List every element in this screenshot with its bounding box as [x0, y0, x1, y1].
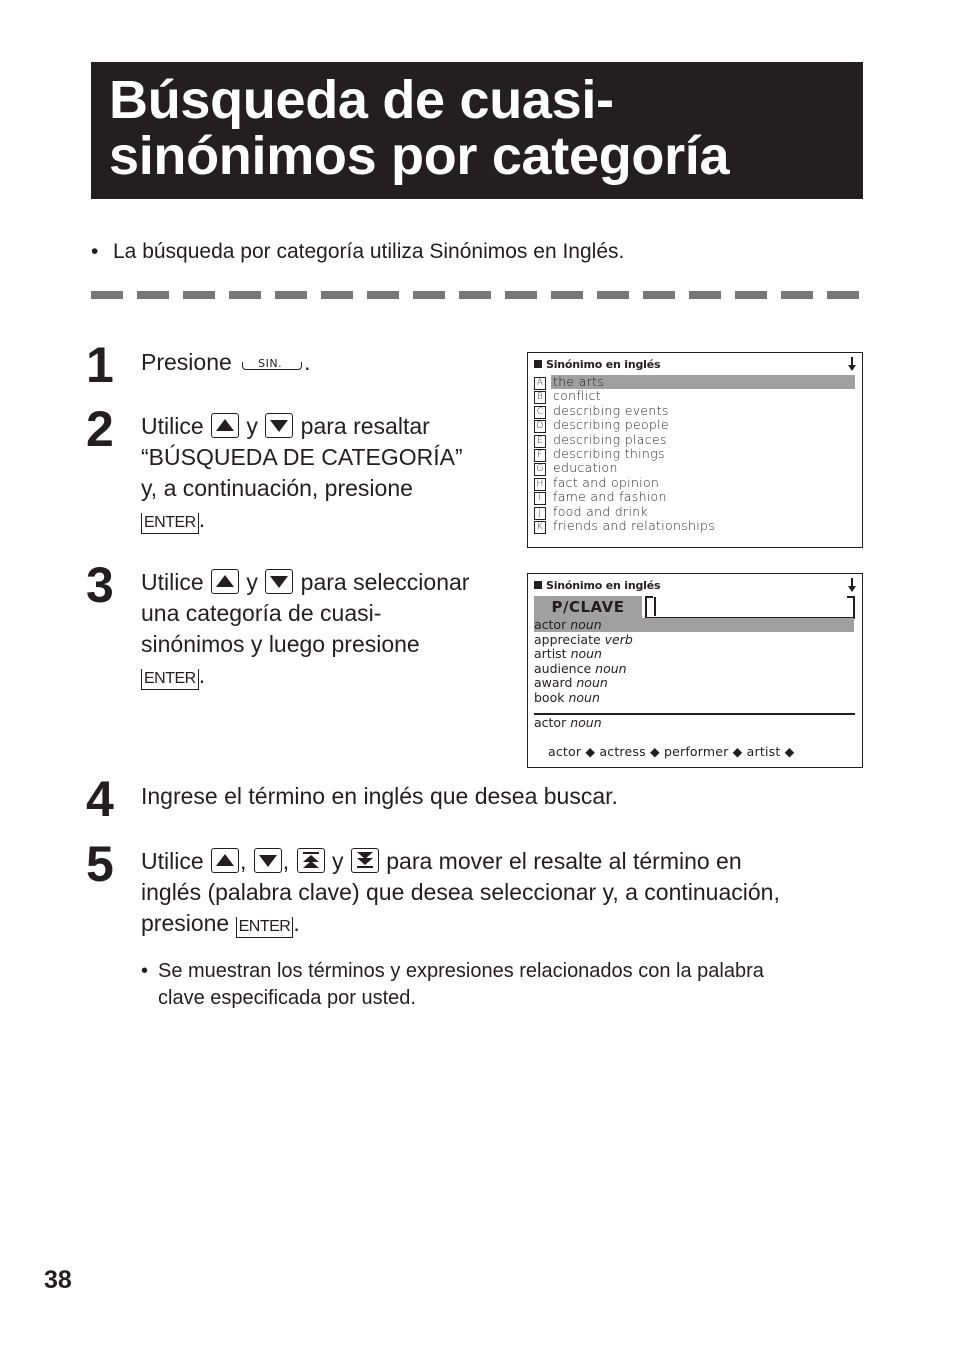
- category-letter: E: [534, 435, 546, 448]
- word-item[interactable]: [534, 662, 627, 676]
- category-letter: C: [534, 406, 546, 419]
- category-label: food and drink: [553, 503, 649, 519]
- page-number: 38: [44, 1266, 72, 1294]
- step-5-line-2: inglés (palabra clave) que desea seleccionar y, a continuación,: [141, 879, 780, 905]
- down-arrow-key-icon: [265, 413, 293, 438]
- detail-headword: [534, 715, 602, 730]
- dash-segment: [91, 291, 123, 299]
- word-item[interactable]: [534, 618, 854, 632]
- word-pos: noun: [576, 675, 608, 690]
- dash-segment: [321, 291, 353, 299]
- word-text: book: [534, 689, 569, 705]
- category-label: conflict: [553, 388, 601, 404]
- dash-segment: [551, 291, 583, 299]
- screen-2-title: [534, 579, 660, 593]
- step-3-line-2: una categoría de cuasi-: [141, 600, 382, 626]
- category-item[interactable]: [534, 519, 717, 533]
- category-letter: A: [534, 377, 546, 390]
- up-arrow-key-icon: [211, 569, 239, 594]
- word-item[interactable]: [534, 633, 633, 647]
- step-5-text: [141, 846, 780, 939]
- word-pos: verb: [604, 631, 633, 647]
- dash-segment: [459, 291, 491, 299]
- sin-key-label: SIN.: [258, 357, 283, 370]
- step-5-utilice: Utilice: [141, 848, 211, 874]
- category-label: describing people: [553, 417, 669, 433]
- category-label: describing things: [553, 446, 665, 461]
- step-number-1: 1: [86, 337, 114, 393]
- category-label: describing events: [553, 402, 669, 418]
- category-item[interactable]: [534, 389, 603, 403]
- dash-segment: [229, 291, 261, 299]
- dash-segment: [597, 291, 629, 299]
- step-number-5: 5: [86, 836, 114, 892]
- step-5-line-3-start: presione: [141, 910, 236, 936]
- category-item[interactable]: [534, 375, 855, 389]
- dash-segment: [183, 291, 215, 299]
- scroll-down-arrow-icon: [848, 357, 856, 371]
- step-2-text: [141, 411, 463, 535]
- category-letter: H: [534, 478, 546, 491]
- detail-pos: noun: [570, 715, 602, 730]
- category-label: education: [553, 460, 618, 476]
- word-text: artist: [534, 646, 571, 661]
- step-3-y: y: [240, 569, 265, 595]
- category-item[interactable]: [534, 476, 661, 490]
- word-item[interactable]: [534, 676, 608, 690]
- step-5-comma-1: ,: [240, 848, 253, 874]
- category-label: the arts: [551, 375, 855, 389]
- dash-segment: [367, 291, 399, 299]
- category-letter: F: [534, 449, 546, 462]
- dash-segment: [827, 291, 859, 299]
- step-number-4: 4: [86, 771, 114, 827]
- dash-segment: [689, 291, 721, 299]
- screen-1-title-text: Sinónimo en inglés: [546, 358, 661, 371]
- dash-segment: [505, 291, 537, 299]
- word-pos: noun: [595, 660, 627, 676]
- word-item[interactable]: [534, 647, 602, 661]
- category-label: fame and fashion: [553, 489, 667, 505]
- step-1-text-after: .: [304, 349, 311, 375]
- word-pos: noun: [570, 617, 602, 632]
- note-bullet: •: [141, 960, 149, 982]
- word-text: appreciate: [534, 631, 605, 647]
- category-item[interactable]: [534, 490, 669, 504]
- down-arrow-key-icon: [265, 569, 293, 594]
- category-letter: G: [534, 463, 546, 476]
- enter-key-icon: ENTER: [141, 513, 199, 534]
- keyword-input[interactable]: [645, 596, 855, 618]
- keyword-label: P/CLAVE: [534, 596, 642, 618]
- category-item[interactable]: [534, 433, 669, 447]
- page-title-line-2: sinónimos por categoría: [109, 126, 730, 186]
- step-2-line-1-rest: para resaltar: [294, 413, 430, 439]
- page-title-line-1: Búsqueda de cuasi-: [109, 70, 614, 130]
- step-1-text: [141, 347, 311, 378]
- enter-key-icon: ENTER: [236, 917, 294, 938]
- category-letter: I: [534, 492, 546, 505]
- step-2-line-2: “BÚSQUEDA DE CATEGORÍA”: [141, 444, 463, 470]
- category-label: fact and opinion: [553, 474, 660, 490]
- step-5-note: [141, 958, 764, 1012]
- scroll-down-arrow-icon: [848, 578, 856, 592]
- category-label: describing places: [553, 431, 667, 447]
- category-label: friends and relationships: [553, 518, 716, 533]
- step-3-utilice: Utilice: [141, 569, 211, 595]
- word-text: actor: [534, 617, 571, 632]
- down-arrow-key-icon: [254, 848, 282, 873]
- page-down-key-icon: [351, 848, 379, 873]
- step-number-2: 2: [86, 401, 114, 457]
- step-3-line-3: sinónimos y luego presione: [141, 631, 420, 657]
- step-5-end: .: [293, 910, 300, 936]
- category-letter: D: [534, 420, 546, 433]
- word-pos: noun: [568, 689, 600, 705]
- screen-1-title: [534, 358, 660, 372]
- title-banner: [91, 62, 863, 199]
- step-3-end: .: [198, 662, 206, 688]
- step-3-text: [141, 567, 469, 691]
- category-letter: B: [534, 391, 546, 404]
- screen-2-title-text: Sinónimo en inglés: [546, 579, 661, 592]
- step-5-line-1-rest: para mover el resalte al término en: [379, 848, 742, 874]
- intro-text: La búsqueda por categoría utiliza Sinónimos en Inglés.: [113, 240, 625, 263]
- step-4-text: Ingrese el término en inglés que desea buscar.: [141, 783, 618, 809]
- dash-segment: [643, 291, 675, 299]
- word-text: audience: [534, 660, 596, 676]
- dash-segment: [137, 291, 169, 299]
- intro-note: [91, 239, 624, 265]
- page-up-key-icon: [297, 848, 325, 873]
- word-pos: noun: [570, 646, 602, 661]
- category-item[interactable]: [534, 505, 650, 519]
- step-2-y: y: [240, 413, 265, 439]
- category-item[interactable]: [534, 404, 671, 418]
- word-item[interactable]: [534, 691, 600, 705]
- screen-category-list: [527, 352, 863, 548]
- text-cursor: [654, 597, 656, 616]
- category-item[interactable]: [534, 418, 671, 432]
- dashed-divider: [91, 291, 863, 299]
- dash-segment: [275, 291, 307, 299]
- sin-key-icon: [238, 350, 304, 376]
- category-letter: J: [534, 507, 546, 520]
- detail-word: actor: [534, 715, 567, 730]
- dash-segment: [781, 291, 813, 299]
- step-number-3: 3: [86, 557, 114, 613]
- up-arrow-key-icon: [211, 848, 239, 873]
- intro-bullet: •: [91, 240, 99, 263]
- category-item[interactable]: [534, 461, 620, 475]
- step-2-line-3: y, a continuación, presione: [141, 475, 413, 501]
- step-3-line-1-rest: para seleccionar: [294, 569, 470, 595]
- word-text: award: [534, 675, 577, 690]
- step-1-text-before: Presione: [141, 349, 239, 375]
- synonym-list: actor ◆ actress ◆ performer ◆ artist ◆: [548, 744, 795, 759]
- up-arrow-key-icon: [211, 413, 239, 438]
- step-5-comma-2: ,: [282, 848, 296, 874]
- note-line-2: clave especificada por usted.: [158, 987, 416, 1009]
- enter-key-icon: ENTER: [141, 669, 199, 690]
- category-letter: K: [534, 521, 546, 534]
- step-5-y: y: [325, 848, 350, 874]
- screen-keyword-search: [527, 573, 863, 768]
- dash-segment: [413, 291, 445, 299]
- dash-segment: [735, 291, 767, 299]
- step-2-end: .: [198, 506, 206, 532]
- note-line-1: Se muestran los términos y expresiones relacionados con la palabra: [158, 960, 764, 982]
- step-2-utilice: Utilice: [141, 413, 211, 439]
- category-item[interactable]: [534, 447, 667, 461]
